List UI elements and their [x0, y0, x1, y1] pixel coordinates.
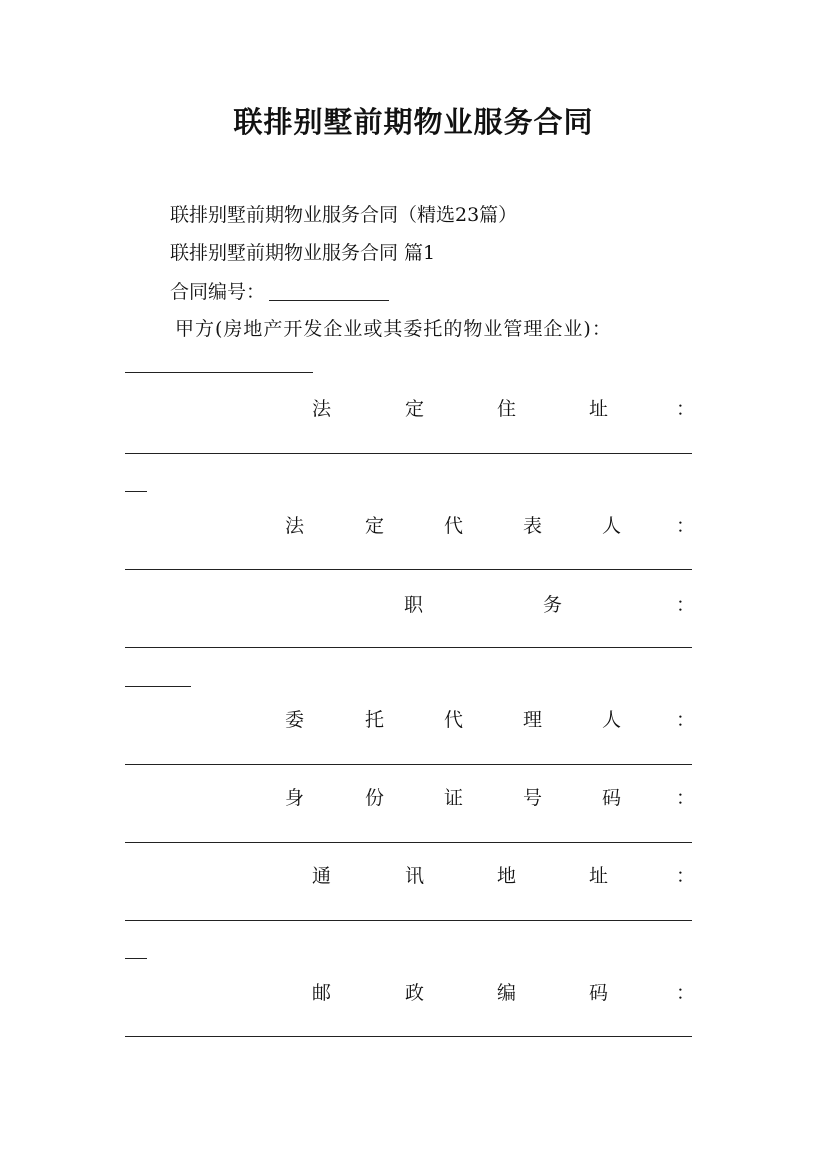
- fill-line: [125, 1036, 692, 1037]
- field-char: 表: [523, 515, 543, 537]
- fill-line: [125, 569, 692, 570]
- field-colon: ：: [676, 709, 696, 731]
- field-char: 讯: [405, 865, 425, 887]
- page-title: 联排别墅前期物业服务合同: [233, 105, 594, 139]
- field-char: 理: [523, 709, 543, 731]
- field-char: 政: [405, 982, 425, 1004]
- field-char: 份: [365, 787, 385, 809]
- field-char: 务: [543, 594, 563, 616]
- field-id-number: [0, 783, 827, 809]
- field-char: 人: [602, 515, 622, 537]
- fill-line: [125, 920, 692, 921]
- contract-number-line: [170, 277, 389, 304]
- field-address: [0, 394, 827, 420]
- field-position: [0, 590, 827, 616]
- field-mail-address: [0, 861, 827, 887]
- field-char: 通: [312, 865, 332, 887]
- field-char: 法: [312, 398, 332, 420]
- field-char: 代: [444, 709, 464, 731]
- field-char: 身: [285, 787, 305, 809]
- field-colon: ：: [676, 865, 696, 887]
- fill-line: [125, 764, 692, 765]
- field-char: 址: [589, 398, 609, 420]
- field-char: 托: [365, 709, 385, 731]
- field-char: 代: [444, 515, 464, 537]
- field-colon: ：: [676, 398, 696, 420]
- fill-line: [125, 958, 147, 959]
- article-title: 联排别墅前期物业服务合同 篇1: [170, 242, 436, 264]
- field-char: 定: [405, 398, 425, 420]
- fill-line: [125, 686, 191, 687]
- field-colon: ：: [676, 594, 696, 616]
- field-colon: ：: [676, 787, 696, 809]
- field-postcode: [0, 978, 827, 1004]
- field-char: 法: [285, 515, 305, 537]
- field-char: 地: [497, 865, 517, 887]
- fill-line: [125, 372, 313, 373]
- field-char: 码: [602, 787, 622, 809]
- field-colon: ：: [676, 515, 696, 537]
- field-char: 编: [497, 982, 517, 1004]
- contract-number-label: 合同编号：: [170, 281, 266, 303]
- field-char: 委: [285, 709, 305, 731]
- fill-line: [125, 647, 692, 648]
- fill-line: [125, 491, 147, 492]
- fill-line: [125, 453, 692, 454]
- field-colon: ：: [676, 982, 696, 1004]
- field-char: 职: [404, 594, 424, 616]
- field-agent: [0, 705, 827, 731]
- party-a-label: 甲方(房地产开发企业或其委托的物业管理企业)：: [175, 318, 612, 340]
- fill-line: [125, 842, 692, 843]
- field-char: 址: [589, 865, 609, 887]
- field-char: 码: [589, 982, 609, 1004]
- field-char: 人: [602, 709, 622, 731]
- contract-number-blank[interactable]: [269, 282, 389, 301]
- field-char: 证: [444, 787, 464, 809]
- field-char: 住: [497, 398, 517, 420]
- field-char: 定: [365, 515, 385, 537]
- field-char: 号: [523, 787, 543, 809]
- collection-title: 联排别墅前期物业服务合同（精选23篇）: [170, 204, 518, 226]
- field-legal-rep: [0, 511, 827, 537]
- field-char: 邮: [312, 982, 332, 1004]
